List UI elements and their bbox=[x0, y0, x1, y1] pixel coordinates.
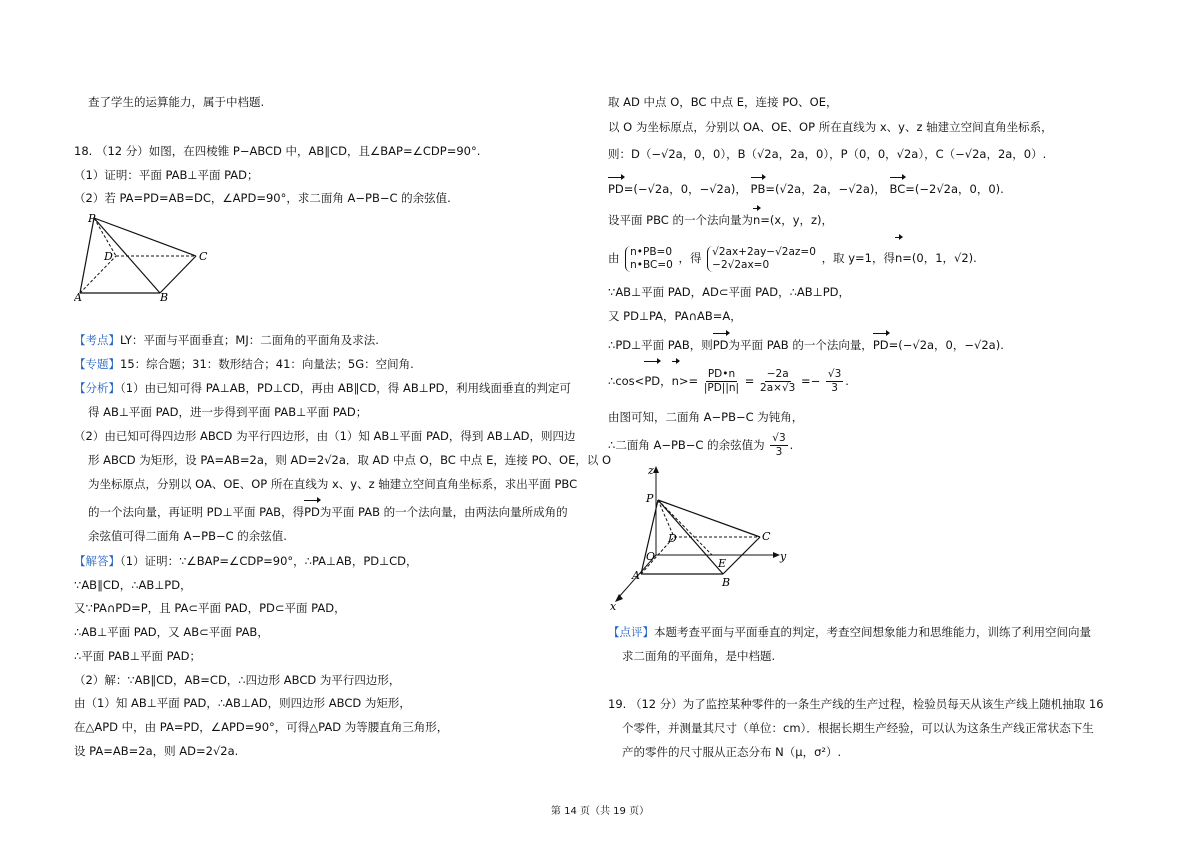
vector-BC: BC bbox=[890, 176, 906, 201]
vector-PD: PD bbox=[304, 499, 320, 524]
text-line: 由（1）知 AB⊥平面 PAD，∴AB⊥AD，则四边形 ABCD 为矩形， bbox=[74, 696, 411, 710]
zhuanti-text: 15：综合题；31：数形结合；41：向量法；5G：空间角. bbox=[120, 357, 414, 371]
text-line: 求二面角的平面角，是中档题. bbox=[622, 649, 776, 663]
kaodian-line bbox=[74, 329, 379, 352]
text-span: ，得 bbox=[678, 251, 702, 265]
text-line: 又∵PA∩PD=P，且 PA⊂平面 PAD，PD⊂平面 PAD， bbox=[74, 601, 346, 615]
fenxi-tag: 【分析】 bbox=[74, 381, 120, 395]
text-span: =− bbox=[800, 374, 821, 388]
text-line: ∵AB∥CD，∴AB⊥PD， bbox=[74, 578, 192, 592]
fraction bbox=[770, 432, 787, 459]
text-line bbox=[74, 499, 568, 524]
text-span: >= bbox=[678, 374, 699, 388]
label-D: D bbox=[104, 250, 113, 263]
text-line: （2）由已知可得四边形 ABCD 为平行四边形，由（1）知 AB⊥平面 PAD，得到 AB⊥AD，则四边 bbox=[74, 429, 576, 443]
text-line: 以 O 为坐标原点，分别以 OA、OE、OP 所在直线为 x、y、z 轴建立空间直角坐标系， bbox=[608, 120, 1053, 134]
fraction bbox=[760, 368, 795, 395]
jieda-line bbox=[74, 550, 418, 573]
fenxi-text: （1）由已知可得 PA⊥AB，PD⊥CD，再由 AB∥CD，得 AB⊥PD，利用线面垂直的判定可 bbox=[120, 381, 572, 395]
numerator: √3 bbox=[772, 432, 786, 444]
text-line: （2）解：∵AB∥CD，AB=CD，∴四边形 ABCD 为平行四边形， bbox=[74, 673, 401, 687]
text-span: =(0，1，√2). bbox=[902, 251, 977, 265]
text-span: 为平面 PAB 的一个法向量， bbox=[728, 338, 873, 352]
text-line: 余弦值可得二面角 A−PB−C 的余弦值. bbox=[88, 529, 287, 543]
vector-PB: PB bbox=[751, 176, 766, 201]
text-span: 的一个法向量，再证明 PD⊥平面 PAB，得 bbox=[88, 505, 305, 519]
pyramid-figure bbox=[74, 210, 214, 305]
equation: √2ax+2ay−√2az=0 bbox=[712, 245, 816, 258]
dianping-text: 本题考查平面与平面垂直的判定，考查空间想象能力和思维能力，训练了利用空间向量 bbox=[654, 625, 1091, 639]
text-span: =(−√2a，0，−√2a). bbox=[888, 338, 1004, 352]
question-19-line2: 个零件，并测量其尺寸（单位：cm）．根据长期生产经验，可以认为这条生产线正常状态下生 bbox=[622, 721, 1094, 735]
label-D: D bbox=[668, 532, 677, 545]
text-span: ∴cos< bbox=[608, 374, 645, 388]
label-C: C bbox=[199, 250, 208, 263]
text-span: 由 bbox=[608, 251, 620, 265]
text-line: 查了学生的运算能力，属于中档题. bbox=[88, 95, 265, 109]
vector-n: n bbox=[753, 207, 760, 232]
equation: n•PB=0 bbox=[630, 245, 673, 258]
answer-line bbox=[608, 426, 793, 464]
label-P: P bbox=[646, 492, 654, 505]
text-line: 由图可知，二面角 A−PB−C 为钝角， bbox=[608, 410, 804, 424]
label-P: P bbox=[88, 212, 96, 225]
vector-PD: PD bbox=[713, 332, 729, 357]
label-A: A bbox=[632, 569, 640, 582]
text-span: =(−2√2a，0，0). bbox=[905, 182, 1004, 196]
equation: n•BC=0 bbox=[630, 258, 673, 271]
vector-PD: PD bbox=[873, 332, 889, 357]
text-line: ∵AB⊥平面 PAD，AD⊂平面 PAD，∴AB⊥PD， bbox=[608, 285, 850, 299]
text-span: =(−√2a，0，−√2a)， bbox=[623, 182, 747, 196]
fraction bbox=[704, 368, 739, 395]
zhuanti-tag: 【专题】 bbox=[74, 357, 120, 371]
vector-n: n bbox=[672, 360, 679, 400]
text-span: ， bbox=[660, 374, 672, 388]
page-number: 第 14 页（共 19 页） bbox=[550, 806, 650, 817]
numerator: −2a bbox=[766, 368, 789, 380]
text-span: ，取 y=1，得 bbox=[821, 251, 895, 265]
text-line: 取 AD 中点 O，BC 中点 E，连接 PO、OE， bbox=[608, 95, 838, 109]
vector-PD: PD bbox=[608, 176, 624, 201]
zhuanti-line bbox=[74, 353, 414, 376]
denominator: 3 bbox=[831, 382, 838, 394]
vector-PD: PD bbox=[644, 360, 660, 400]
text-line: ∴平面 PAB⊥平面 PAD； bbox=[74, 649, 202, 663]
numerator: √3 bbox=[827, 368, 842, 380]
question-19-line1: 19. （12 分）为了监控某种零件的一条生产线的生产过程，检验员每天从该生产线上随机抽取 16 bbox=[608, 697, 1104, 711]
vector-n: n bbox=[895, 236, 902, 278]
normal-vector-line bbox=[608, 207, 833, 232]
label-A: A bbox=[74, 291, 82, 304]
label-B: B bbox=[160, 291, 169, 304]
text-span: = bbox=[744, 374, 755, 388]
fenxi-line bbox=[74, 377, 571, 400]
text-line: 形 ABCD 为矩形，设 PA=AB=2a，则 AD=2√2a．取 AD 中点 O，BC 中点 E，连接 PO、OE，以 O bbox=[88, 453, 612, 467]
jieda-tag: 【解答】 bbox=[74, 554, 120, 568]
coordinate-figure bbox=[608, 460, 798, 615]
dianping-tag: 【点评】 bbox=[608, 625, 654, 639]
label-E: E bbox=[718, 557, 727, 570]
text-span: ∴PD⊥平面 PAB，则 bbox=[608, 338, 713, 352]
kaodian-tag: 【考点】 bbox=[74, 333, 120, 347]
equation-system-line bbox=[608, 236, 977, 278]
denominator: |PD||n| bbox=[703, 382, 740, 394]
numerator: PD•n bbox=[707, 368, 736, 380]
text-span: =(√2a，2a，−√2a)， bbox=[765, 182, 886, 196]
denominator: 2a×√3 bbox=[760, 382, 796, 394]
text-line bbox=[608, 332, 1004, 357]
system-brace-1 bbox=[625, 246, 673, 272]
text-line: 得 AB⊥平面 PAD，进一步得到平面 PAB⊥平面 PAD； bbox=[88, 405, 368, 419]
question-18-part2: （2）若 PA=PD=AB=DC，∠APD=90°，求二面角 A−PB−C 的余弦值. bbox=[74, 191, 451, 205]
text-span: . bbox=[845, 374, 849, 388]
text-span: 设平面 PBC 的一个法向量为 bbox=[608, 213, 753, 227]
coordinates-line: 则：D（−√2a，0，0），B（√2a，2a，0），P（0，0，√2a），C（−√2a，2a，0）. bbox=[608, 147, 1047, 161]
kaodian-text: LY：平面与平面垂直；MJ：二面角的平面角及求法. bbox=[120, 333, 379, 347]
text-line: 为坐标原点，分别以 OA、OE、OP 所在直线为 x、y、z 轴建立空间直角坐标系，求出平面 PBC bbox=[88, 477, 578, 491]
text-span: . bbox=[789, 438, 794, 452]
system-brace-2 bbox=[707, 246, 816, 272]
question-19-line3: 产的零件的尺寸服从正态分布 N（μ，σ²）. bbox=[622, 745, 842, 759]
text-span: ∴二面角 A−PB−C 的余弦值为 bbox=[608, 438, 765, 452]
text-line: 又 PD⊥PA，PA∩AB=A， bbox=[608, 309, 742, 323]
label-B: B bbox=[722, 576, 731, 589]
label-y: y bbox=[780, 550, 787, 563]
equation: −2√2ax=0 bbox=[712, 258, 770, 271]
jieda-text: （1）证明：∵∠BAP=∠CDP=90°，∴PA⊥AB，PD⊥CD， bbox=[120, 554, 418, 568]
text-line: 在△APD 中，由 PA=PD，∠APD=90°，可得△PAD 为等腰直角三角形， bbox=[74, 720, 449, 734]
text-line: 设 PA=AB=2a，则 AD=2√2a. bbox=[74, 744, 239, 758]
cosine-line bbox=[608, 360, 849, 400]
dianping-line bbox=[608, 621, 1091, 644]
question-18-part1: （1）证明：平面 PAB⊥平面 PAD； bbox=[74, 168, 259, 182]
text-line: ∴AB⊥平面 PAD，又 AB⊂平面 PAB， bbox=[74, 625, 269, 639]
label-C: C bbox=[762, 530, 771, 543]
label-O: O bbox=[646, 550, 656, 563]
text-span: 为平面 PAB 的一个法向量，由两法向量所成角的 bbox=[319, 505, 568, 519]
question-18-title: 18. （12 分）如图，在四棱锥 P−ABCD 中，AB∥CD，且∠BAP=∠CDP=90°. bbox=[74, 144, 481, 158]
vectors-line bbox=[608, 176, 1004, 201]
label-x: x bbox=[610, 600, 617, 613]
denominator: 3 bbox=[775, 446, 783, 458]
text-span: =(x，y，z)， bbox=[760, 213, 834, 227]
label-z: z bbox=[648, 464, 654, 477]
fraction bbox=[826, 368, 843, 395]
